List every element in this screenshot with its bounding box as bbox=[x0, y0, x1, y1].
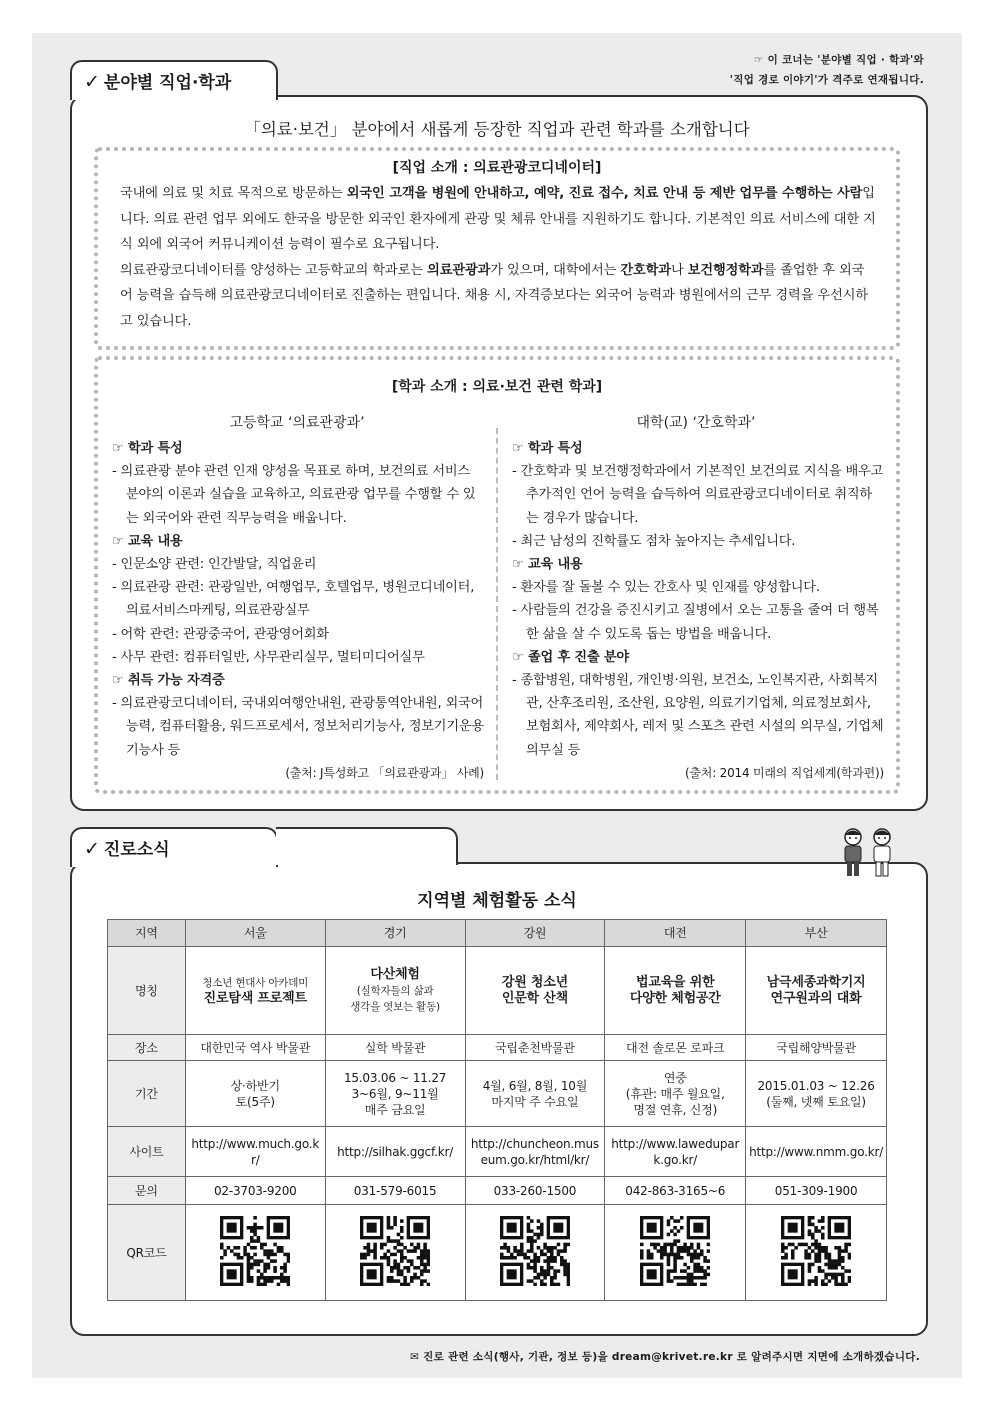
footer-note: ✉ 진로 관련 소식(행사, 기관, 정보 등)을 dream@krivet.re.kr 로 알려주시면 지면에 소개하겠습니다. bbox=[410, 1351, 920, 1363]
qr-code-icon[interactable] bbox=[781, 1216, 851, 1286]
subheading: ☞ 졸업 후 진출 분야 bbox=[512, 649, 629, 665]
row-label: 사이트 bbox=[108, 1127, 186, 1177]
row-label: 기간 bbox=[108, 1061, 186, 1127]
table-row bbox=[108, 1177, 887, 1205]
list-item: - 의료관광 관련: 관광일반, 여행업무, 호텔업무, 병원코디네이터, 의료서비스마케팅, 의료관광실무 bbox=[112, 580, 475, 619]
table-row bbox=[108, 947, 887, 1035]
site-link[interactable]: http://www.lawedupark.go.kr/ bbox=[605, 1127, 746, 1177]
site-link[interactable]: http://silhak.ggcf.kr/ bbox=[325, 1127, 465, 1177]
contact-cell: 033-260-1500 bbox=[465, 1177, 605, 1205]
dept-intro-title: [학과 소개 : 의료·보건 관련 학과] bbox=[391, 379, 603, 395]
qr-code-icon[interactable] bbox=[500, 1216, 570, 1286]
column-divider bbox=[496, 428, 498, 780]
subheading: ☞ 교육 내용 bbox=[112, 533, 183, 549]
period-cell: 상·하반기 토(5주) bbox=[185, 1061, 325, 1127]
subheading: ☞ 학과 특성 bbox=[512, 441, 583, 456]
row-label: 장소 bbox=[108, 1035, 186, 1061]
table-title: 지역별 체험활동 소식 bbox=[417, 891, 577, 911]
qr-code-icon[interactable] bbox=[360, 1216, 430, 1286]
period-cell: 4월, 6월, 8월, 10월 마지막 주 수요일 bbox=[465, 1061, 605, 1127]
row-label: 문의 bbox=[108, 1177, 186, 1205]
region-header: 경기 bbox=[325, 920, 465, 947]
left-column bbox=[112, 437, 484, 785]
list-item: - 최근 남성의 진학률도 점차 높아지는 추세입니다. bbox=[512, 533, 796, 549]
period-cell: 15.03.06 ~ 11.27 3~6월, 9~11월 매주 금요일 bbox=[325, 1061, 465, 1127]
right-column bbox=[512, 437, 884, 785]
list-item: - 인문소양 관련: 인간발달, 직업윤리 bbox=[112, 557, 317, 573]
contact-cell: 02-3703-9200 bbox=[185, 1177, 325, 1205]
table-row bbox=[108, 920, 887, 947]
table-row bbox=[108, 1127, 887, 1177]
table-row bbox=[108, 1035, 887, 1061]
list-item: - 의료관광코디네이터, 국내외여행안내원, 관광통역안내원, 외국어능력, 컴퓨터활용, 워드프로세서, 정보처리기능사, 정보기기운용기능사 등 bbox=[112, 696, 484, 758]
region-header: 부산 bbox=[746, 920, 887, 947]
place-cell: 국립해양박물관 bbox=[746, 1035, 887, 1061]
kids-illustration-icon bbox=[840, 826, 900, 880]
list-item: - 사람들의 건강을 증진시키고 질병에서 오는 고통을 줄여 더 행복한 삶을 살 수 있도록 돕는 방법을 배웁니다. bbox=[512, 603, 879, 642]
place-cell: 대전 솔로몬 로파크 bbox=[605, 1035, 746, 1061]
program-name-cell: 법교육을 위한 다양한 체험공간 bbox=[605, 947, 746, 1035]
region-header: 대전 bbox=[605, 920, 746, 947]
place-cell: 대한민국 역사 박물관 bbox=[185, 1035, 325, 1061]
program-name-cell: 남극세종과학기지 연구원과의 대화 bbox=[746, 947, 887, 1035]
place-cell: 실학 박물관 bbox=[325, 1035, 465, 1061]
list-item: - 어학 관련: 관광중국어, 관광영어회화 bbox=[112, 626, 329, 642]
series-note bbox=[730, 50, 924, 90]
list-item: - 의료관광 분야 관련 인재 양성을 목표로 하며, 보건의료 서비스 분야의 이론과 실습을 교육하고, 의료관광 업무를 수행할 수 있는 외국어와 관련 직무능력을 배웁니다. bbox=[112, 464, 476, 526]
list-item: - 간호학과 및 보건행정학과에서 기본적인 보건의료 지식을 배우고 추가적인 언어 능력을 습득하여 의료관광코디네이터로 취직하는 경우가 많습니다. bbox=[512, 464, 884, 526]
activity-table bbox=[107, 919, 887, 1301]
contact-cell: 031-579-6015 bbox=[325, 1177, 465, 1205]
left-column-heading: 고등학교 ‘의료관광과’ bbox=[229, 415, 365, 431]
subheading: ☞ 교육 내용 bbox=[512, 557, 583, 573]
program-name-cell: 강원 청소년 인문학 산책 bbox=[465, 947, 605, 1035]
list-item: - 사무 관련: 컴퓨터일반, 사무관리실무, 멀티미디어실무 bbox=[112, 649, 425, 665]
series-note-line: '직업 경로 이야기'가 격주로 연재됩니다. bbox=[729, 74, 924, 86]
job-intro-title: [직업 소개 : 의료관광코디네이터] bbox=[392, 160, 602, 176]
source-note: (출처: 2014 미래의 직업세계(학과편)) bbox=[684, 765, 884, 780]
site-link[interactable]: http://chuncheon.museum.go.kr/html/kr/ bbox=[465, 1127, 605, 1177]
check-icon: ✓ bbox=[84, 71, 100, 93]
tab-extension bbox=[276, 827, 458, 865]
qr-code-icon[interactable] bbox=[220, 1216, 290, 1286]
subheading: ☞ 취득 가능 자격증 bbox=[112, 673, 225, 689]
region-header: 서울 bbox=[185, 920, 325, 947]
site-link[interactable]: http://www.nmm.go.kr/ bbox=[746, 1127, 887, 1177]
section-title: 진로소식 bbox=[103, 840, 170, 860]
qr-code-icon[interactable] bbox=[640, 1216, 710, 1286]
check-icon: ✓ bbox=[84, 838, 100, 860]
period-cell: 연중 (휴관: 매주 월요일, 명절 연휴, 신정) bbox=[605, 1061, 746, 1127]
source-note: (출처: J특성화고 「의료관광과」 사례) bbox=[285, 765, 484, 780]
list-item: - 환자를 잘 돌볼 수 있는 간호사 및 인재를 양성합니다. bbox=[512, 580, 820, 596]
list-item: - 종합병원, 대학병원, 개인병·의원, 보건소, 노인복지관, 사회복지관, 산후조리원, 조산원, 요양원, 의료기기업체, 의료정보회사, 보험회사, 제약회사, 레저 및 스포츠 관련 시설의 의무실, 기업체 의무실 등 bbox=[512, 673, 884, 758]
job-intro-text: 국내에 의료 및 치료 목적으로 방문하는 외국인 고객을 병원에 안내하고, 예약, 진료 접수, 치료 안내 등 제반 업무를 수행하는 사람입니다. 의료 관련 업무 외에도 한국을 방문한 외국인 환자에게 관광 및 체류 안내를 지원하기도 합니다. 기본적인 의료 서비스에 대한 지식 외에 외국어 커뮤니케이션 능력이 필수로 요구됩니다. 의료관광코디네이터를 양성하는 고등학교의 학과로는 의료관광과가 있으며, 대학에서는 간호학과나 보건행정학과를 졸업한 후 외국어 능력을 습득해 의료관광코디네이터로 진출하는 편입니다. 채용 시, 자격증보다는 외국어 능력과 병원에서의 근무 경력을 우선시하고 있습니다. bbox=[120, 186, 876, 329]
row-label: 지역 bbox=[108, 920, 186, 947]
headline: 「의료·보건」 분야에서 새롭게 등장한 직업과 관련 학과를 소개합니다 bbox=[244, 120, 750, 139]
row-label: QR코드 bbox=[108, 1205, 186, 1301]
program-name-cell: 청소년 현대사 아카데미 진로탐색 프로젝트 bbox=[185, 947, 325, 1035]
program-name-cell: 다산체험 (실학자들의 삶과 생각을 엿보는 활동) bbox=[325, 947, 465, 1035]
contact-cell: 051-309-1900 bbox=[746, 1177, 887, 1205]
contact-cell: 042-863-3165~6 bbox=[605, 1177, 746, 1205]
section-title: 분야별 직업·학과 bbox=[103, 73, 232, 93]
table-row bbox=[108, 1205, 887, 1301]
place-cell: 국립춘천박물관 bbox=[465, 1035, 605, 1061]
table-row bbox=[108, 1061, 887, 1127]
row-label: 명칭 bbox=[108, 947, 186, 1035]
region-header: 강원 bbox=[465, 920, 605, 947]
series-note-line: ☞ 이 코너는 '분야별 직업 · 학과'와 bbox=[753, 54, 924, 66]
site-link[interactable]: http://www.much.go.kr/ bbox=[185, 1127, 325, 1177]
right-column-heading: 대학(교) ‘간호학과’ bbox=[636, 415, 756, 431]
subheading: ☞ 학과 특성 bbox=[112, 441, 183, 456]
period-cell: 2015.01.03 ~ 12.26 (둘째, 넷째 토요일) bbox=[746, 1061, 887, 1127]
